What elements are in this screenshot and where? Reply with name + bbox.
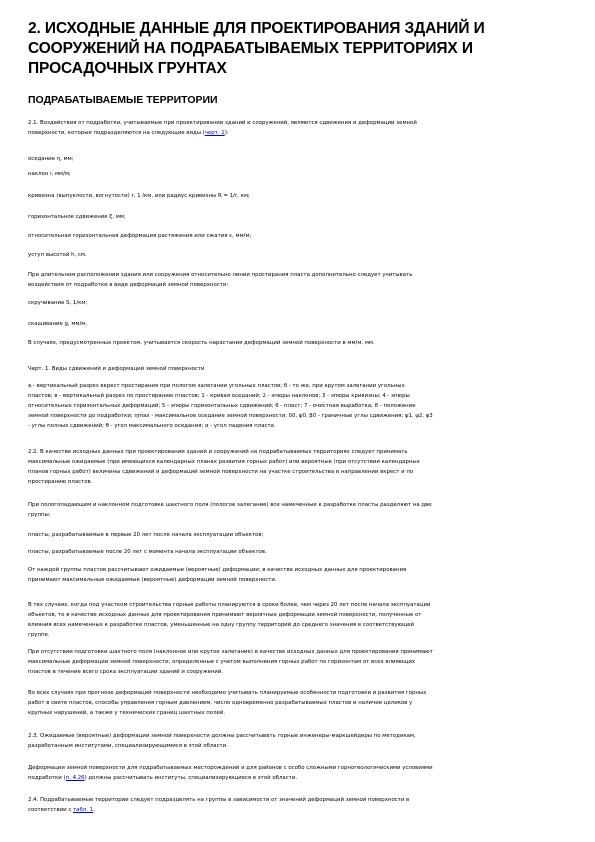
paragraph-speed: В случаях, предусмотренных проектом, учитывается скорость нарастания деформаций земной поверхности в мм/м, мм. [28, 340, 375, 346]
text-line: а - вертикальный разрез вкрест простирания при пологом залегании угольных пластов; б - то же, при крутом залегании угольных [28, 383, 405, 389]
list-item: пласты, разрабатываемые в первые 20 лет после начала эксплуатации объектов; [28, 532, 264, 538]
text-line: воздействия от подработки в виде деформаций земной поверхности: [28, 282, 229, 288]
text-line: 2.4. Подрабатываемые территории следует подразделять на группы в зависимости от значений деформаций земной поверхности в [28, 797, 410, 803]
paragraph-2-3 [28, 731, 576, 751]
paragraph-all-cases [28, 688, 576, 718]
text-line: Деформации земной поверхности для подрабатываемых месторождений и для районов с особо сложными горногеологическими условиями [28, 765, 433, 771]
text-line: 2.1. Воздействия от подработки, учитываемые при проектировании зданий и сооружений, являются сдвижения и деформации земной [28, 120, 417, 126]
text-line: подработки (п. 4.26) должны рассчитывать институты, специализирующиеся в этой области. [28, 775, 298, 781]
text-line: группы: [28, 512, 51, 518]
page-title [28, 19, 576, 79]
figure-1-link[interactable]: черт. 1 [204, 130, 225, 136]
list-item: уступ высотой h, см. [28, 252, 87, 258]
list-item: скручивание S, 1/км; [28, 300, 88, 306]
text-line: работ в свите пластов, способы управления горным давлением, число одновременно разрабатываемых пластов и наличие целиков у [28, 700, 413, 706]
paragraph-groups [28, 500, 576, 520]
text-line: земной поверхности до подработки; ηmax - максимальное оседание земной поверхности; δ0, ψ0, β0 - граничные углы сдвижения; ψ1, ψ2, ψ3 [28, 413, 433, 419]
text-line: При отсутствии подготовки шахтного поля (наклонное или крутое залегание) в качестве исходных данных для проектирования принимают [28, 649, 433, 655]
list-item: оседание η, мм; [28, 156, 74, 162]
text-line: группе. [28, 632, 50, 638]
title-line-1: 2. ИСХОДНЫЕ ДАННЫЕ ДЛЯ ПРОЕКТИРОВАНИЯ ЗДАНИЙ И [28, 20, 485, 37]
document-page [28, 0, 576, 813]
text-line: 2.2. В качестве исходных данных при проектировании зданий и сооружений на подрабатываемых территориях следует принимать [28, 449, 408, 455]
text-line: объектов, то в качестве исходных данных для проектирования принимают вероятные деформации земной поверхности, полученные от [28, 612, 422, 618]
list-item: горизонтальное сдвижение ξ, мм; [28, 214, 126, 220]
section-heading: ПОДРАБАТЫВАЕМЫЕ ТЕРРИТОРИИ [28, 94, 218, 106]
figure-caption: Черт. 1. Виды сдвижений и деформаций земной поверхности [28, 366, 205, 372]
paragraph-deformations [28, 763, 576, 783]
text-line: соответствии с табл. 1. [28, 807, 95, 813]
list-item: относительная горизонтальная деформация растяжения или сжатия ε, мм/м; [28, 233, 252, 239]
text-line: планов горных работ) величины сдвижений и деформаций земной поверхности на участке строительства в направлении вкрест и по [28, 469, 414, 475]
title-line-3: ПРОСАДОЧНЫХ ГРУНТАХ [28, 60, 227, 77]
paragraph-cases [28, 600, 576, 640]
list-item: кривизна (выпуклости, вогнутости) r, 1 /км, или радиус кривизны R = 1/r, км; [28, 193, 250, 199]
text-line: крупных нарушений, а также у технических границ шахтных полей. [28, 710, 226, 716]
text-line: разработанным институтами, специализирующимися в этой области. [28, 743, 228, 749]
paragraph-2-1 [28, 118, 576, 138]
paragraph-steep-bedding [28, 647, 576, 677]
text-line: - углы полных сдвижений; θ - угол максимального оседания; α - угол падения пласта [28, 423, 274, 429]
clause-4-26-link[interactable]: п. 4.26 [65, 775, 85, 781]
figure-legend [28, 381, 576, 431]
paragraph-each-group [28, 565, 576, 585]
text-line: относительных горизонтальных деформаций; 5 - эпюры горизонтальных сдвижений; 6 - пласт; 7 - очистная выработка; 8 - положение [28, 403, 416, 409]
text-line: 2.3. Ожидаемые (вероятные) деформации земной поверхности должны рассчитывать горные инженеры-маркшейдеры по методикам, [28, 733, 416, 739]
text-line: При длительном расположении здания или сооружения относительно линии простирания пласта дополнительно следует учитывать [28, 272, 413, 278]
text-line: пластов в течение всего срока эксплуатации зданий и сооружений. [28, 669, 224, 675]
paragraph-2-2 [28, 447, 576, 487]
title-line-2: СООРУЖЕНИЙ НА ПОДРАБАТЫВАЕМЫХ ТЕРРИТОРИЯХ И [28, 40, 473, 57]
text-line: максимальные ожидаемые (при имеющихся календарных планах развития горных работ) или вероятные (при отсутствии календарных [28, 459, 420, 465]
text-line: При пологопадающем и наклонном подготовке шахтного поля (пологое залегание) все намеченные к разработке пласты разделяют на две [28, 502, 432, 508]
table-1-link[interactable]: табл. 1 [73, 807, 94, 813]
text-line: влияния всех намеченных к разработке пластов, уменьшенные на одну группу территорий до среднего значения в соответствующей [28, 622, 415, 628]
text-line: От каждой группы пластов рассчитывают ожидаемые (вероятные) деформации; в качестве исходных данных для проектирования [28, 567, 407, 573]
text-line: максимальные деформации земной поверхности, определенные с учетом выполнения горных работ по горизонтам от всех влияющих [28, 659, 416, 665]
list-item: наклон i, мм/м; [28, 171, 71, 177]
text-line: принимают максимальные ожидаемые (вероятные) деформации земной поверхности. [28, 577, 277, 583]
text-line: поверхности, которые подразделяются на следующие виды (черт. 1): [28, 130, 229, 136]
list-item: пласты, разрабатываемые после 20 лет с момента начала эксплуатации объектов. [28, 549, 267, 555]
paragraph-steep [28, 270, 576, 290]
text-line: простиранию пластов. [28, 479, 93, 485]
text-line: В тех случаях, когда под участком строительства горные работы планируются в сроки более, чем через 20 лет после начала эксплуатации [28, 602, 431, 608]
text-line: Во всех случаях при прогнозе деформаций поверхности необходимо учитывать планируемые особенности подготовки и развития горных [28, 690, 427, 696]
list-item: скашивание g, мм/м. [28, 321, 88, 327]
text-line: пластов; в - вертикальный разрез по простиранию пластов; 1 - кривая оседаний; 2 - эпюры наклонов; 3 - эпюры кривизны; 4 - эпюры [28, 393, 410, 399]
paragraph-2-4 [28, 795, 576, 815]
